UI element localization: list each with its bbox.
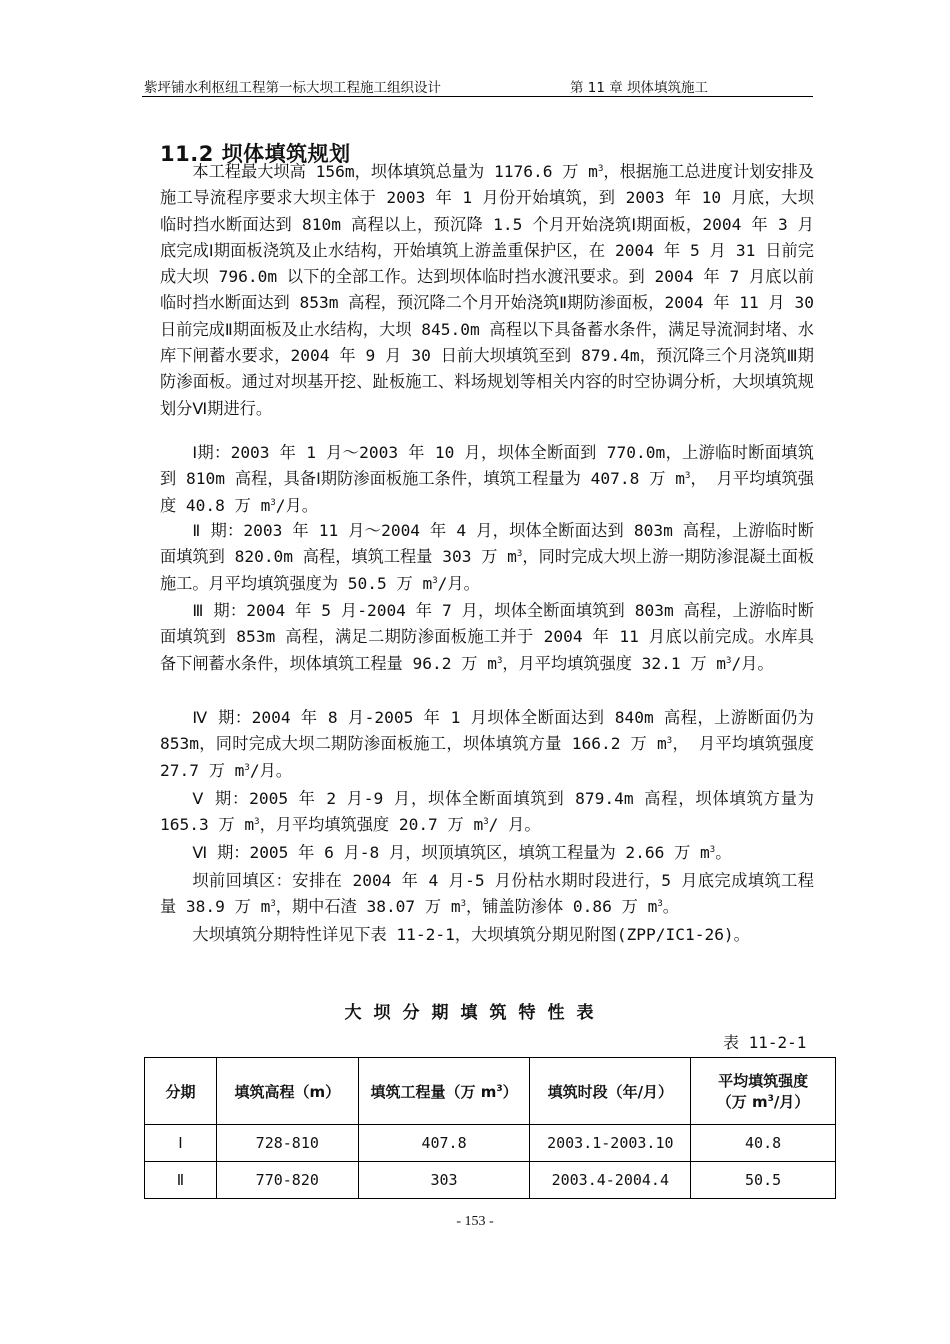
table-header-row xyxy=(145,1058,836,1125)
cell-period: Ⅰ xyxy=(145,1125,217,1162)
section-title: 11.2 坝体填筑规划 xyxy=(160,142,351,166)
cell-elevation: 770-820 xyxy=(216,1162,358,1199)
cell-volume: 407.8 xyxy=(358,1125,530,1162)
paragraph-phase-1: Ⅰ期：2003 年 1 月～2003 年 10 月，坝体全断面到 770.0m，上游临时断面填筑到 810m 高程，具备Ⅰ期防渗面板施工条件，填筑工程量为 407.8 万 $m^3$， 月平均填筑强度 40.8 万 $m^3/$月。 xyxy=(160,443,814,515)
table-number: 表 11-2-1 xyxy=(723,1033,807,1052)
header-period: 分期 xyxy=(145,1058,217,1125)
paragraph-phase-4: Ⅳ 期：2004 年 8 月-2005 年 1 月坝体全断面达到 840m 高程，上游断面仍为 853m，同时完成大坝二期防渗面板施工，坝体填筑方量 166.2 万 $m^3$， 月平均填筑强度 27.7 万 $m^3/$月。 xyxy=(160,708,814,780)
header-intensity: 平均填筑强度 （万 $m^3/$月） xyxy=(691,1058,836,1125)
table-row xyxy=(145,1125,836,1162)
paragraph-table-reference: 大坝填筑分期特性详见下表 11-2-1，大坝填筑分期见附图(ZPP/IC1-26)。 xyxy=(192,925,750,944)
paragraph-phase-3: Ⅲ 期：2004 年 5 月-2004 年 7 月，坝体全断面填筑到 803m 高程，上游临时断面填筑到 853m 高程，满足二期防渗面板施工并于 2004 年 11 月底以前完成。水库具备下闸蓄水条件，坝体填筑工程量 96.2 万 $m^3$，月平均填筑强度 32.1 万 $m^3/$月。 xyxy=(160,601,814,673)
header-chapter: 第 11 章 坝体填筑施工 xyxy=(570,80,709,96)
paragraph-backfill: 坝前回填区：安排在 2004 年 4 月-5 月份枯水期时段进行，5 月底完成填筑工程量 38.9 万 $m^3$，期中石渣 38.07 万 $m^3$，铺盖防渗体 0.86 万 $m^3$。 xyxy=(160,871,814,917)
paragraph-intro: 本工程最大坝高 156m，坝体填筑总量为 1176.6 万 $m^3$，根据施工总进度计划安排及施工导流程序要求大坝主体于 2003 年 1 月份开始填筑，到 2003 年 10 月底，大坝临时挡水断面达到 810m 高程以上，预沉降 1.5 个月开始浇筑Ⅰ期面板，2004 年 3 月底完成Ⅰ期面板浇筑及止水结构，开始填筑上游盖重保护区，在 2004 年 5 月 31 日前完成大坝 796.0m 以下的全部工作。达到坝体临时挡水渡汛要求。到 2004 年 7 月底以前临时挡水断面达到 853m 高程，预沉降二个月开始浇筑Ⅱ期防渗面板，2004 年 11 月 30 日前完成Ⅱ期面板及止水结构，大坝 845.0m 高程以下具备蓄水条件，满足导流洞封堵、水库下闸蓄水要求，2004 年 9 月 30 日前大坝填筑至到 879.4m，预沉降三个月浇筑Ⅲ期防渗面板。通过对坝基开挖、趾板施工、料场规划等相关内容的时空协调分析，大坝填筑规划分Ⅵ期进行。 xyxy=(160,162,815,418)
dam-phase-table xyxy=(144,1057,836,1199)
header-elevation: 填筑高程（m） xyxy=(216,1058,358,1125)
paragraph-phase-6: Ⅵ 期：2005 年 6 月-8 月，坝顶填筑区，填筑工程量为 2.66 万 $m^3$。 xyxy=(192,843,732,862)
paragraph-phase-5: Ⅴ 期：2005 年 2 月-9 月，坝体全断面填筑到 879.4m 高程，坝体填筑方量为 165.3 万 $m^3$，月平均填筑强度 20.7 万 $m^3/$ 月。 xyxy=(160,789,814,835)
table-title: 大坝分期填筑特性表 xyxy=(344,1003,606,1023)
cell-period: Ⅱ xyxy=(145,1162,217,1199)
header-time: 填筑时段（年/月） xyxy=(530,1058,691,1125)
page-number: - 153 - xyxy=(456,1214,494,1229)
cell-elevation: 728-810 xyxy=(216,1125,358,1162)
cell-intensity: 40.8 xyxy=(691,1125,836,1162)
paragraph-phase-2: Ⅱ 期：2003 年 11 月～2004 年 4 月，坝体全断面达到 803m 高程，上游临时断面填筑到 820.0m 高程，填筑工程量 303 万 $m^3$，同时完成大坝上游一期防渗混凝土面板施工。月平均填筑强度为 50.5 万 $m^3/$月。 xyxy=(160,521,815,593)
page-header xyxy=(142,74,813,97)
cell-time: 2003.1-2003.10 xyxy=(530,1125,691,1162)
cell-volume: 303 xyxy=(358,1162,530,1199)
header-doc-title: 紫坪铺水利枢纽工程第一标大坝工程施工组织设计 xyxy=(144,80,441,96)
cell-time: 2003.4-2004.4 xyxy=(530,1162,691,1199)
header-volume: 填筑工程量（万 $m^3$） xyxy=(358,1058,530,1125)
cell-intensity: 50.5 xyxy=(691,1162,836,1199)
table-row xyxy=(145,1162,836,1199)
